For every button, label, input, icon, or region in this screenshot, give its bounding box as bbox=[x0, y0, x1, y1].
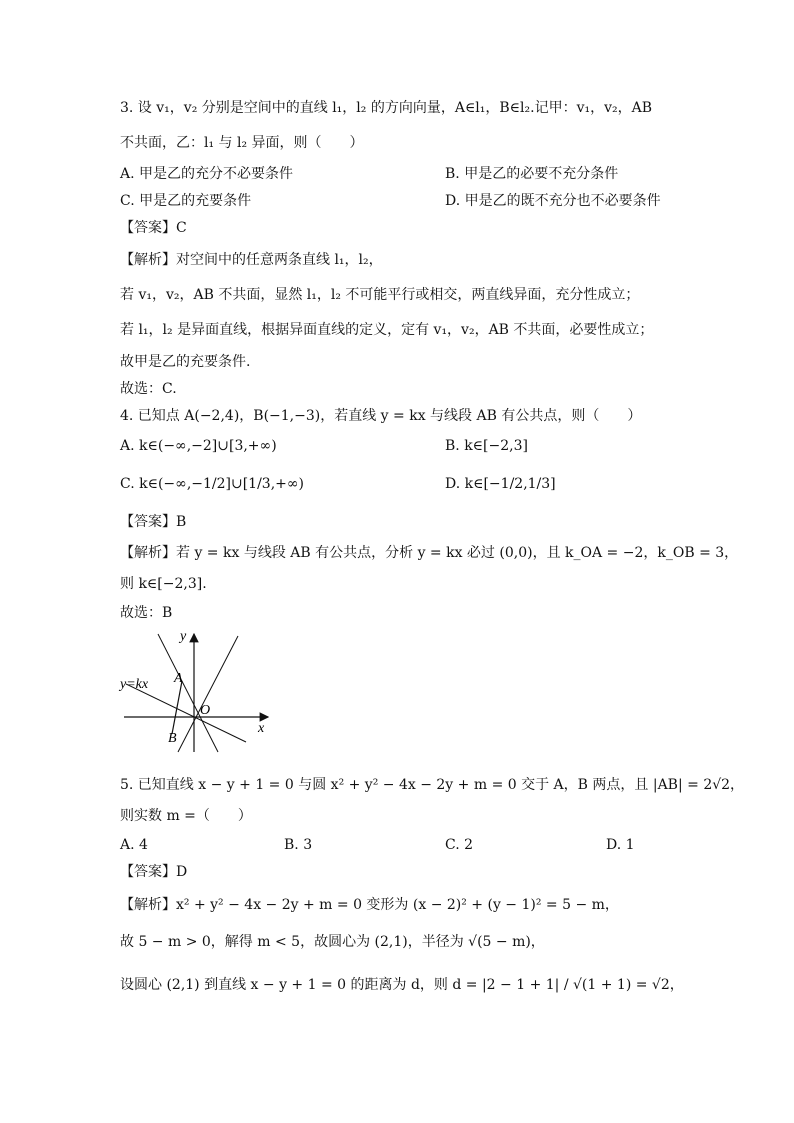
q5-analysis-1: 【解析】x² + y² − 4x − 2y + m = 0 变形为 (x − 2)² + (y − 1)² = 5 − m， bbox=[120, 897, 619, 913]
label-line: y=kx bbox=[120, 677, 149, 692]
q5-answer: 【答案】D bbox=[120, 864, 188, 880]
label-a: A bbox=[174, 671, 183, 686]
q4-stem: 4. 已知点 A(−2,4)，B(−1,−3)，若直线 y = kx 与线段 AB 有公共点，则（ ） bbox=[120, 408, 642, 424]
line-kx-1 bbox=[126, 684, 246, 742]
q3-analysis-2: 若 v₁，v₂，AB 不共面，显然 l₁，l₂ 不可能平行或相交，两直线异面，充分性成立； bbox=[120, 287, 640, 303]
q4-answer: 【答案】B bbox=[120, 514, 187, 530]
q5-option-a: A. 4 bbox=[120, 837, 148, 853]
q3-analysis-3: 若 l₁，l₂ 是异面直线，根据异面直线的定义，定有 v₁，v₂，AB 不共面，必要性成立； bbox=[120, 322, 654, 338]
q3-answer: 【答案】C bbox=[120, 220, 187, 236]
q3-analysis-4: 故甲是乙的充要条件. bbox=[120, 354, 251, 370]
q5-stem-line1: 5. 已知直线 x − y + 1 = 0 与圆 x² + y² − 4x − 2y + m = 0 交于 A，B 两点，且 |AB| = 2√2， bbox=[120, 777, 745, 793]
q4-coordinate-diagram bbox=[118, 624, 278, 754]
q5-analysis-3: 设圆心 (2,1) 到直线 x − y + 1 = 0 的距离为 d，则 d = |2 − 1 + 1| / √(1 + 1) = √2， bbox=[120, 977, 684, 993]
q5-option-d: D. 1 bbox=[606, 837, 635, 853]
q3-stem-line2: 不共面，乙：l₁ 与 l₂ 异面，则（ ） bbox=[120, 135, 364, 151]
q4-choice: 故选：B bbox=[120, 605, 173, 621]
q4-analysis-2: 则 k∈[−2,3]. bbox=[120, 576, 207, 592]
q5-analysis-2: 故 5 − m > 0，解得 m < 5，故圆心为 (2,1)，半径为 √(5 − m)， bbox=[120, 934, 545, 950]
q4-option-c: C. k∈(−∞,−1/2]∪[1/3,+∞) bbox=[120, 476, 305, 492]
q4-analysis-1: 【解析】若 y = kx 与线段 AB 有公共点，分析 y = kx 必过 (0,0)，且 k_OA = −2，k_OB = 3， bbox=[120, 545, 739, 561]
q5-option-b: B. 3 bbox=[284, 837, 313, 853]
label-y: y bbox=[180, 629, 187, 644]
label-b: B bbox=[168, 731, 177, 746]
q4-option-b: B. k∈[−2,3] bbox=[445, 438, 528, 454]
q3-analysis-1: 【解析】对空间中的任意两条直线 l₁，l₂， bbox=[120, 252, 383, 268]
line-kx-3 bbox=[178, 636, 238, 752]
q3-option-b: B. 甲是乙的必要不充分条件 bbox=[445, 166, 619, 182]
q3-option-d: D. 甲是乙的既不充分也不必要条件 bbox=[445, 193, 661, 209]
q5-option-c: C. 2 bbox=[445, 837, 474, 853]
q3-stem-line1: 3. 设 v₁，v₂ 分别是空间中的直线 l₁，l₂ 的方向向量，A∈l₁，B∈l₂.记甲：v₁，v₂，AB bbox=[120, 100, 653, 116]
q4-option-d: D. k∈[−1/2,1/3] bbox=[445, 476, 556, 492]
q3-option-c: C. 甲是乙的充要条件 bbox=[120, 193, 252, 209]
q3-option-a: A. 甲是乙的充分不必要条件 bbox=[120, 166, 294, 182]
label-x: x bbox=[258, 721, 265, 736]
q3-choice: 故选：C. bbox=[120, 381, 177, 397]
q4-option-a: A. k∈(−∞,−2]∪[3,+∞) bbox=[120, 438, 277, 454]
q5-stem-line2: 则实数 m =（ ） bbox=[120, 808, 252, 824]
label-o: O bbox=[200, 703, 211, 718]
